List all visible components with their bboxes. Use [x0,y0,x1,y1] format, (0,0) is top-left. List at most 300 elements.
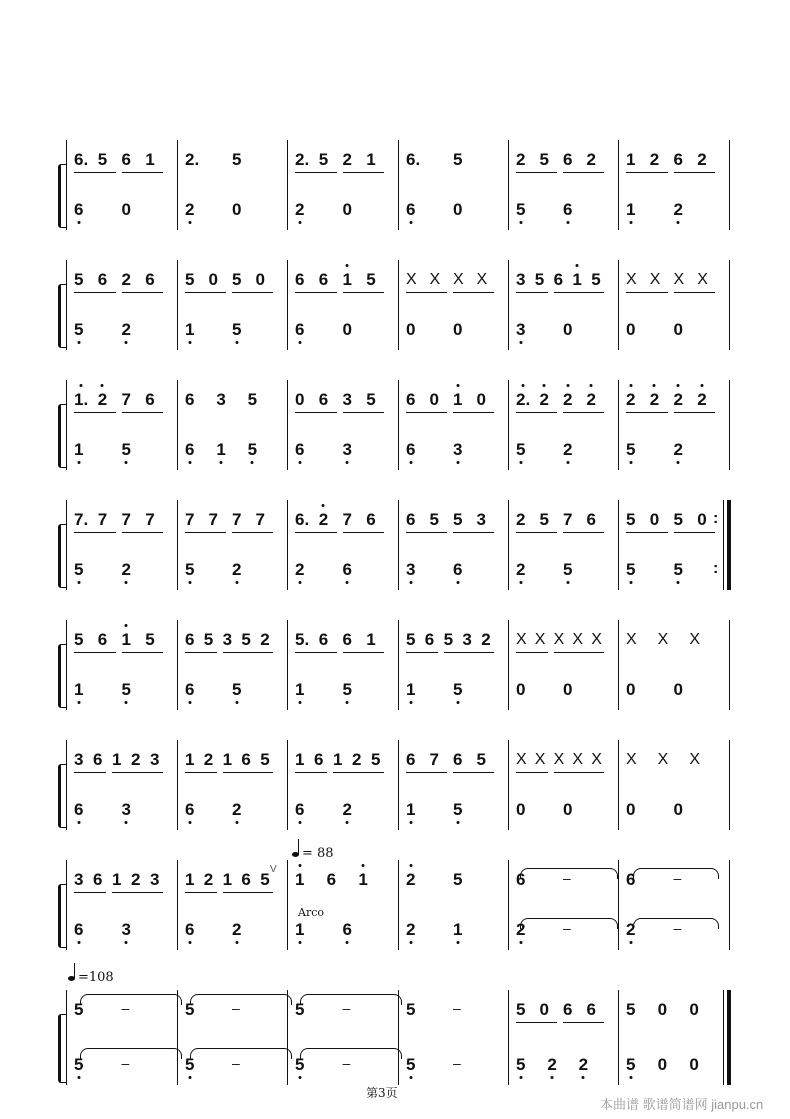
octave-dot-below [188,341,191,344]
upper-note: 2. [185,150,200,169]
lower-note: 0 [516,800,526,819]
upper-note: 5 [406,1000,416,1019]
sustain-dash: – [232,1055,240,1071]
beam-underline [74,772,106,773]
repeat-sign: : [713,560,719,577]
upper-note: 2 [131,750,141,769]
barline [287,620,288,710]
upper-note: X [649,271,661,288]
lower-note: 1 [74,440,83,460]
beam-underline [626,532,668,533]
upper-note: 5 [453,150,463,169]
lower-note: 2 [406,920,415,940]
octave-dot-above [677,384,680,387]
upper-note: 6 [318,630,329,649]
beam-underline [444,652,494,653]
lower-note: 2 [232,800,241,820]
upper-note: 5 [260,870,270,889]
upper-note: 5 [539,150,549,169]
beam-underline [626,412,668,413]
lower-note: 5 [453,680,462,700]
barline [727,500,731,590]
barline [618,740,619,830]
upper-note: 2 [697,390,706,410]
sustain-dash: – [342,1055,351,1071]
barline [66,380,67,470]
octave-dot-below [235,821,238,824]
upper-note: 3 [462,630,472,649]
barline [508,380,509,470]
tie-arc [520,868,618,879]
octave-dot-below [629,941,632,944]
upper-note: 1 [453,390,462,410]
upper-note: 2 [516,510,526,529]
octave-dot-above [362,864,365,867]
lower-note: 5 [626,560,635,580]
upper-note: 6 [121,150,131,169]
upper-note: X [626,271,637,288]
lower-note: 5 [74,1055,83,1075]
tempo-marking [68,970,114,985]
upper-note: X [453,271,464,288]
upper-note: 6 [586,1000,596,1019]
octave-dot-below [629,581,632,584]
beam-underline [122,172,164,173]
octave-dot-below [125,821,128,824]
octave-dot-below [125,341,128,344]
barline [287,140,288,230]
upper-note: 0 [539,1000,549,1019]
upper-note: 5 [453,870,463,889]
upper-note: 2 [342,150,352,169]
upper-note: X [553,631,565,648]
beam-underline [563,532,604,533]
octave-dot-below [409,581,412,584]
barline [729,620,730,710]
upper-note: 6 [406,390,416,409]
upper-note: 2 [586,150,596,169]
upper-note: 5 [318,150,329,169]
lower-note: 5 [232,680,241,700]
barline [66,860,67,950]
lower-note: 3 [516,320,525,340]
barline [508,260,509,350]
lower-note: 6 [185,800,194,820]
upper-note: X [429,271,441,288]
octave-dot-below [77,701,80,704]
lower-note: 5 [122,680,131,700]
barline [66,500,67,590]
upper-note: 5 [74,630,84,649]
upper-note: 5 [247,390,258,409]
upper-note: 1 [112,750,122,769]
upper-note: 1. [74,390,88,410]
upper-note: X [534,631,546,648]
lower-note: 6 [563,200,572,220]
barline [508,620,509,710]
quarter-note-icon [68,976,75,981]
lower-note: 2 [516,920,525,940]
upper-note: 7 [185,510,195,529]
beam-underline [453,772,494,773]
upper-note: 1 [185,750,195,769]
octave-dot-above [125,624,128,627]
upper-note: 6 [241,870,251,889]
octave-dot-below [456,701,459,704]
octave-dot-below [677,461,680,464]
tempo-value: =108 [78,970,114,985]
upper-note: 6 [406,510,416,529]
octave-dot-above [322,504,325,507]
tie-arc [190,1048,292,1059]
sustain-dash: – [673,920,682,936]
lower-note: 2 [122,560,131,580]
octave-dot-below [188,221,191,224]
upper-note: 6 [586,510,596,529]
upper-note: 1 [222,750,233,769]
octave-dot-below [346,941,349,944]
beam-underline [516,412,557,413]
page-number: 第3页 [366,1086,398,1100]
upper-note: 6 [406,750,416,769]
barline [618,260,619,350]
upper-note: 1 [366,150,376,169]
upper-note: 5 [371,750,381,769]
octave-dot-above [590,384,593,387]
beam-underline [295,532,337,533]
beam-underline [185,532,226,533]
octave-dot-below [629,221,632,224]
upper-note: 2 [674,390,683,410]
upper-note: 5 [74,1000,84,1019]
octave-dot-below [298,941,301,944]
upper-note: 3 [222,630,233,649]
upper-note: X [572,751,584,768]
upper-note: 5 [516,1000,526,1019]
octave-dot-above [346,264,349,267]
lower-note: 1 [406,680,415,700]
octave-dot-below [409,821,412,824]
beam-underline [295,172,337,173]
lower-note: 6 [343,560,352,580]
barline [177,500,178,590]
upper-note: 7 [563,510,573,529]
upper-note: 2 [352,750,362,769]
upper-note: 0 [255,270,265,289]
octave-dot-below [629,1076,632,1079]
upper-note: 5 [539,510,549,529]
lower-note: 6 [343,920,352,940]
upper-note: 2. [516,390,530,410]
upper-note: 7 [97,510,108,529]
upper-note: 1 [626,150,636,169]
lower-note: 1 [406,800,415,820]
lower-note: 1 [453,920,462,940]
barline [729,260,730,350]
beam-underline [295,652,337,653]
upper-note: 7 [232,510,242,529]
upper-note: 1 [572,270,581,290]
beam-underline [554,652,604,653]
upper-note: 6 [241,750,251,769]
lower-note: 6 [185,680,194,700]
upper-note: X [516,751,527,768]
beam-underline [406,412,447,413]
upper-note: 2 [697,150,707,169]
upper-note: 6 [453,750,463,769]
lower-note: 5 [232,320,241,340]
barline [398,500,399,590]
lower-note: 1 [74,680,83,700]
beam-underline [122,292,164,293]
beam-underline [122,652,164,653]
upper-note: 2 [650,390,659,410]
upper-note: 6 [93,870,103,889]
upper-note: 5 [591,270,601,289]
barline [508,860,509,950]
lower-note: 0 [626,320,636,339]
octave-dot-below [125,581,128,584]
lower-note: 0 [689,1055,699,1074]
octave-dot-below [409,701,412,704]
lower-note: 6 [185,920,194,940]
octave-dot-above [576,264,579,267]
upper-note: X [673,271,685,288]
upper-note: 5 [241,630,251,649]
upper-note: X [657,631,669,648]
upper-note: 3 [476,510,486,529]
octave-dot-above [101,384,104,387]
upper-note: 6 [145,270,155,289]
lower-note: 5 [295,1055,304,1075]
lower-note: 6 [74,200,83,220]
octave-dot-below [409,461,412,464]
upper-note: X [534,751,546,768]
lower-note: 5 [516,440,525,460]
lower-note: 5 [122,440,131,460]
upper-note: 6 [424,630,435,649]
upper-note: 2 [563,390,572,410]
upper-note: 2 [98,390,107,410]
octave-dot-below [77,341,80,344]
upper-note: X [591,631,602,648]
tie-arc [633,918,719,929]
barline [287,860,288,950]
octave-dot-below [188,821,191,824]
upper-note: 6 [314,750,324,769]
barline [398,860,399,950]
octave-dot-below [629,461,632,464]
beam-underline [674,172,716,173]
barline [66,140,67,230]
octave-dot-below [346,701,349,704]
upper-note: 6 [97,630,108,649]
beam-underline [674,532,716,533]
upper-note: 7. [74,510,89,529]
upper-note: 5 [295,1000,305,1019]
octave-dot-below [235,701,238,704]
barline [618,860,619,950]
lower-note: 0 [406,320,416,339]
beam-underline [343,652,385,653]
upper-note: 6 [295,270,305,289]
lower-note: 2 [122,320,131,340]
lower-note: 0 [626,680,636,699]
barline-inner [723,990,724,1085]
beam-underline [563,412,604,413]
lower-note: 1 [626,200,635,220]
beam-underline [406,652,438,653]
upper-note: 2 [260,630,270,649]
upper-note: 3 [216,390,226,409]
upper-note: 6 [93,750,103,769]
lower-note: 5 [563,560,572,580]
octave-dot-above [409,864,412,867]
upper-note: X [657,751,669,768]
lower-note: 6 [185,440,194,460]
barline [508,500,509,590]
upper-note: 5 [145,630,155,649]
lower-note: 0 [232,200,242,219]
barline [618,500,619,590]
beam-underline [516,292,548,293]
lower-note: 5 [343,680,352,700]
beam-underline [333,772,384,773]
upper-note: 5 [534,270,545,289]
octave-dot-below [456,461,459,464]
lower-note: 5 [516,200,525,220]
barline [508,140,509,230]
upper-note: X [572,631,584,648]
sustain-dash: – [673,870,682,886]
octave-dot-above [700,384,703,387]
beam-underline [343,412,385,413]
lower-note: 2 [626,920,635,940]
octave-dot-above [566,384,569,387]
octave-dot-below [298,1076,301,1079]
upper-note: 2 [516,150,526,169]
lower-note: 2 [185,200,194,220]
beam-underline [185,892,217,893]
lower-note: 2 [674,440,683,460]
upper-note: 2 [121,270,131,289]
octave-dot-below [519,941,522,944]
octave-dot-below [677,221,680,224]
octave-dot-below [346,461,349,464]
octave-dot-below [188,461,191,464]
upper-note: 5 [476,750,486,769]
upper-note: 6 [97,270,108,289]
beam-underline [516,772,548,773]
lower-note: 5 [516,1055,525,1075]
octave-dot-below [77,821,80,824]
upper-note: 5 [673,510,683,529]
lower-note: 6 [295,440,304,460]
upper-note: 5 [232,150,242,169]
upper-note: 6 [626,870,636,889]
octave-dot-below [235,581,238,584]
upper-note: 6 [326,870,337,889]
beam-underline [223,892,273,893]
upper-note: 3 [516,270,526,289]
sustain-dash: – [563,920,571,936]
octave-dot-below [235,341,238,344]
lower-note: 5 [185,1055,194,1075]
beam-underline [406,292,447,293]
sustain-dash: – [121,1000,130,1016]
upper-note: 5 [232,270,242,289]
lower-note: 0 [342,200,352,219]
up-bow-mark: V [270,864,277,875]
beam-underline [122,412,164,413]
octave-dot-below [519,461,522,464]
upper-note: 7 [429,750,439,769]
barline [727,990,731,1085]
beam-underline [74,292,116,293]
lower-note: 6 [74,800,83,820]
lower-note: 2 [295,200,304,220]
barline [398,620,399,710]
beam-underline [74,892,106,893]
sustain-dash: – [342,1000,351,1016]
upper-note: 3 [150,750,160,769]
tempo-value: = 88 [302,846,334,861]
lower-note: 0 [453,200,463,219]
upper-note: 2 [406,870,415,890]
lower-note: 5 [626,1055,635,1075]
upper-note: 0 [689,1000,699,1019]
octave-dot-below [298,701,301,704]
beam-underline [185,652,217,653]
barline [729,140,730,230]
octave-dot-below [77,1076,80,1079]
barline [287,500,288,590]
upper-note: 2 [626,390,635,410]
octave-dot-above [80,384,83,387]
octave-dot-below [456,941,459,944]
upper-note: 2 [481,630,491,649]
upper-note: 1 [145,150,155,169]
upper-note: 6. [295,510,310,529]
beam-underline [343,172,385,173]
octave-dot-below [77,221,80,224]
octave-dot-above [522,384,525,387]
barline [287,740,288,830]
tie-arc [633,868,719,879]
upper-note: 7 [121,510,131,529]
upper-note: 2. [295,150,310,169]
barline [177,260,178,350]
upper-note: 5 [443,630,454,649]
upper-note: 6 [318,270,329,289]
lower-note: 2 [295,560,304,580]
barline [618,990,619,1085]
octave-dot-above [543,384,546,387]
octave-dot-below [456,581,459,584]
lower-note: 0 [342,320,352,339]
lower-note: 5 [674,560,683,580]
lower-note: 3 [343,440,352,460]
upper-note: 7 [121,390,131,409]
barline [398,740,399,830]
upper-note: 1 [295,750,305,769]
lower-note: 0 [673,320,683,339]
beam-underline [74,412,116,413]
upper-note: 6. [406,150,421,169]
upper-note: X [476,271,488,288]
upper-note: 6 [516,870,526,889]
octave-dot-below [235,941,238,944]
